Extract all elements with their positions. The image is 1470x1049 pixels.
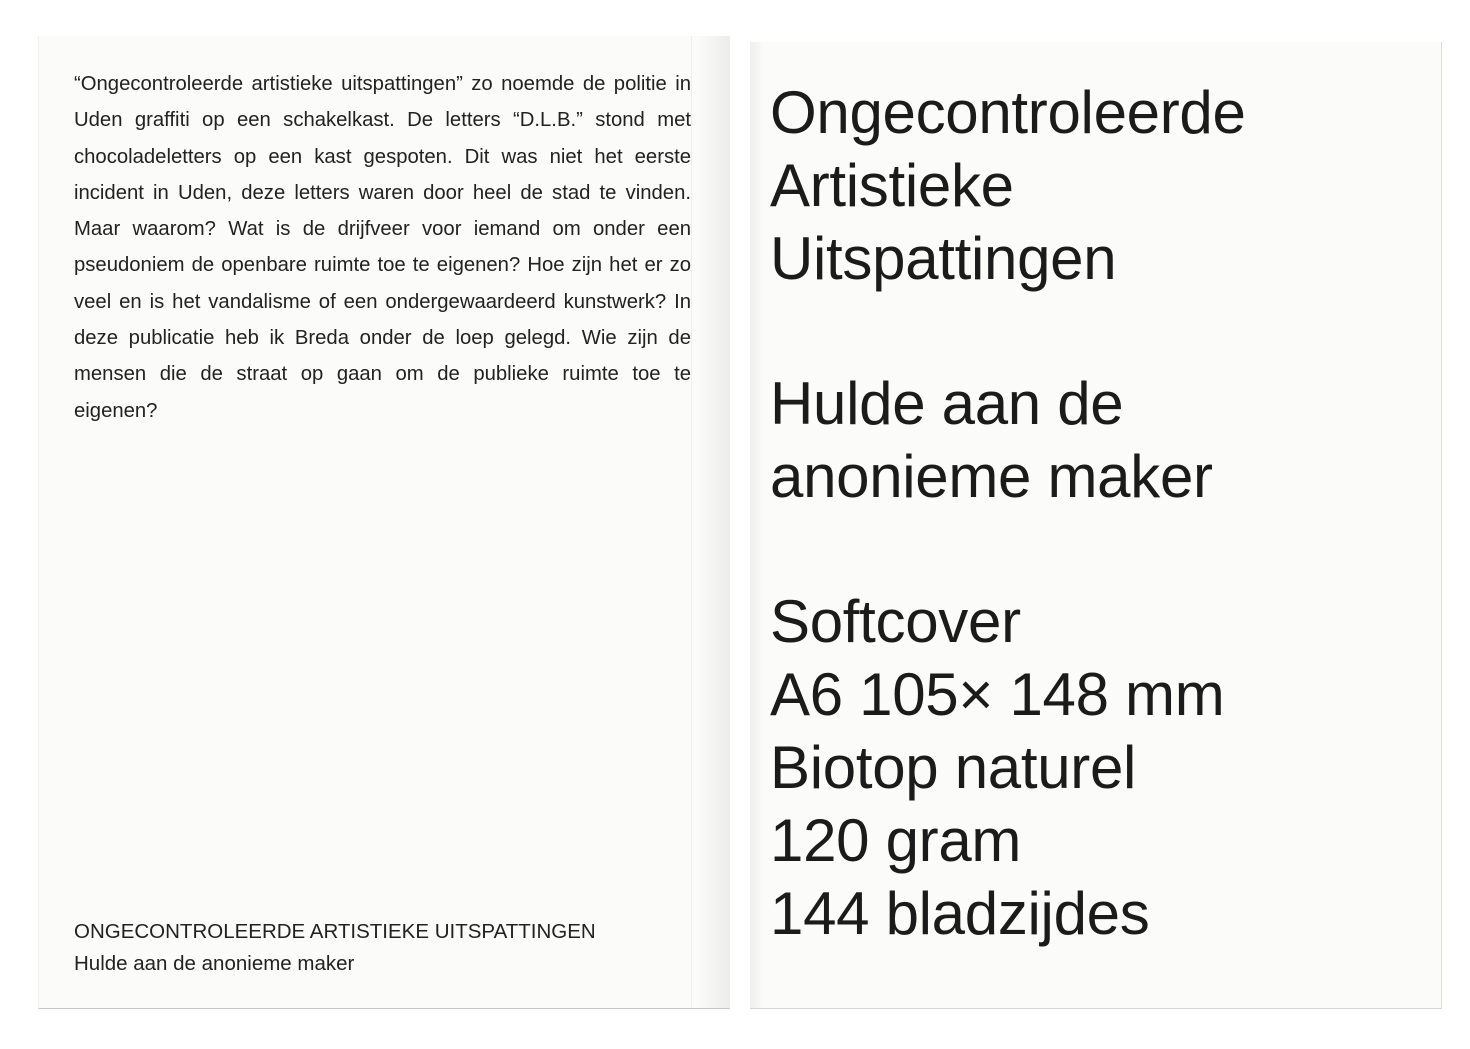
spec-paper: Biotop naturel [770,734,1137,801]
front-cover-content [770,76,1430,950]
front-subtitle-line: anonieme maker [770,443,1213,510]
spec-weight: 120 gram [770,807,1022,874]
spine-shadow [696,36,730,1008]
front-cover-edge-shadow [750,42,764,1008]
front-title-line: Uitspattingen [770,225,1117,292]
spacer [770,513,1430,585]
back-cover-blurb: “Ongecontroleerde artistieke uitspattingen” zo noemde de politie in Uden graffiti op een schakelkast. De letters “D.L.B.” stond met chocoladeletters op een kast gespoten. Dit was niet het eerste incident in Uden, deze letters waren door heel de stad te vinden. Maar waarom? Wat is de drijfveer voor iemand om onder een pseudoniem de openbare ruimte toe te eigenen? Hoe zijn het er zo veel en is het vandalisme of een ondergewaardeerd kunstwerk? In deze publicatie heb ik Breda onder de loep gelegd. Wie zijn de mensen die de straat op gaan om de publieke ruimte toe te eigenen? [74,73,691,422]
spec-format: Softcover [770,588,1021,655]
front-subtitle-line: Hulde aan de [770,370,1124,437]
back-cover-footer-title: ONGECONTROLEERDE ARTISTIEKE UITSPATTINGEN [74,920,596,943]
back-cover-footer [74,916,714,980]
front-cover-title [770,76,1430,295]
spine-fold-line [691,36,692,1008]
back-cover [38,36,730,1009]
front-title-line: Ongecontroleerde [770,79,1246,146]
back-cover-footer-subtitle: Hulde aan de anonieme maker [74,952,355,975]
front-cover-subtitle [770,367,1430,513]
spacer [770,295,1430,367]
spec-pages: 144 bladzijdes [770,880,1150,947]
front-title-line: Artistieke [770,152,1014,219]
front-cover [750,42,1442,1009]
front-cover-specs [770,585,1430,950]
spec-size: A6 105× 148 mm [770,661,1225,728]
